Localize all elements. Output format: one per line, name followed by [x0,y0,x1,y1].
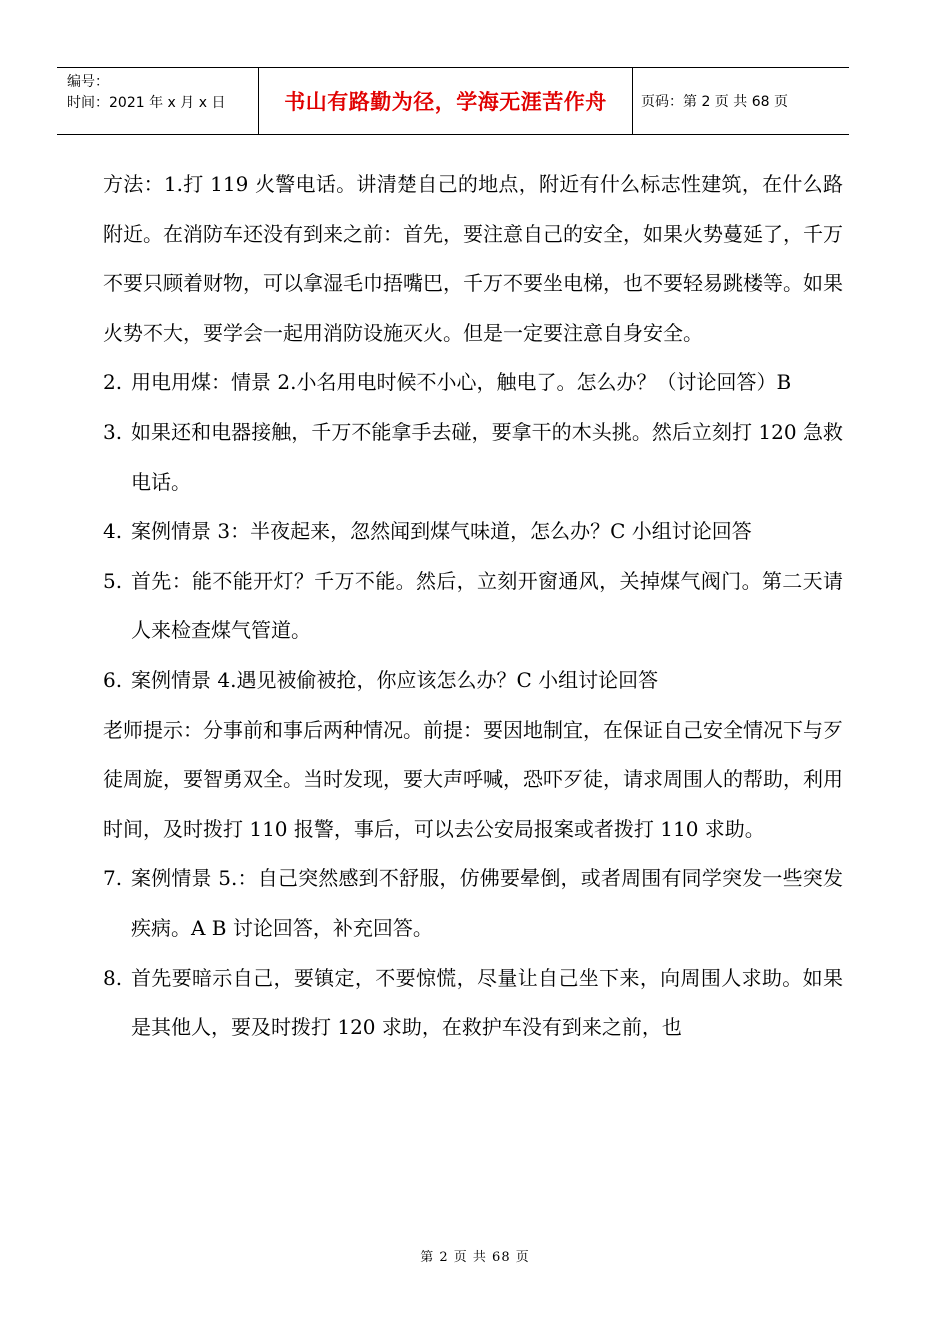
list-item [103,507,843,557]
teacher-hint-paragraph: 老师提示：分事前和事后两种情况。前提：要因地制宜，在保证自己安全情况下与歹徒周旋，要智勇双全。当时发现，要大声呼喊，恐吓歹徒，请求周围人的帮助，利用时间，及时拨打 110 报警，事后，可以去公安局报案或者拨打 110 求助。 [103,717,843,841]
list-item-text: 案例情景 3：半夜起来，忽然闻到煤气味道，怎么办？C 小组讨论回答 [131,519,752,544]
list-item-text: 首先要暗示自己，要镇定，不要惊慌，尽量让自己坐下来，向周围人求助。如果是其他人，要及时拨打 120 求助，在救护车没有到来之前，也 [131,965,843,1040]
list-item-number: 4. [103,519,123,544]
list-item [103,408,843,507]
list-item-number: 6. [103,667,123,692]
code-label: 编号： [67,74,109,90]
time-label: 时间：2021 年 x 月 x 日 [67,95,226,111]
list-item-number: 3. [103,419,123,444]
page-footer: 第 2 页 共 68 页 [420,1250,530,1265]
list-item [103,358,843,408]
list-item-text: 首先：能不能开灯？千万不能。然后，立刻开窗通风，关掉煤气阀门。第二天请人来检查煤气管道。 [131,568,843,643]
list-item-number: 7. [103,866,123,891]
list-item-text: 案例情景 5.：自己突然感到不舒服，仿佛要晕倒，或者周围有同学突发一些突发疾病。A B 讨论回答，补充回答。 [131,866,843,940]
document-body [103,160,843,1053]
list-item [103,656,843,706]
list-item [103,557,843,656]
list-item-number: 2. [103,370,123,395]
list-item-text: 用电用煤：情景 2.小名用电时候不小心，触电了。怎么办？（讨论回答）B [131,370,792,395]
header-meta [57,68,259,134]
list-item [103,954,843,1053]
list-item-text: 案例情景 4.遇见被偷被抢，你应该怎么办？C 小组讨论回答 [131,667,659,692]
header-motto: 书山有路勤为径，学海无涯苦作舟 [259,68,633,134]
list-item [103,854,843,953]
list-item-number: 5. [103,568,123,593]
method-paragraph: 方法：1.打 119 火警电话。讲清楚自己的地点，附近有什么标志性建筑，在什么路附近。在消防车还没有到来之前：首先，要注意自己的安全，如果火势蔓延了，千万不要只顾着财物，可以拿湿毛巾捂嘴巴，千万不要坐电梯，也不要轻易跳楼等。如果火势不大，要学会一起用消防设施灭火。但是一定要注意自身安全。 [103,172,843,345]
document-header [57,67,849,135]
header-page-info: 页码：第 2 页 共 68 页 [641,94,788,110]
list-item-text: 如果还和电器接触，千万不能拿手去碰，要拿干的木头挑。然后立刻打 120 急救电话。 [131,419,843,494]
list-item-number: 8. [103,965,123,990]
